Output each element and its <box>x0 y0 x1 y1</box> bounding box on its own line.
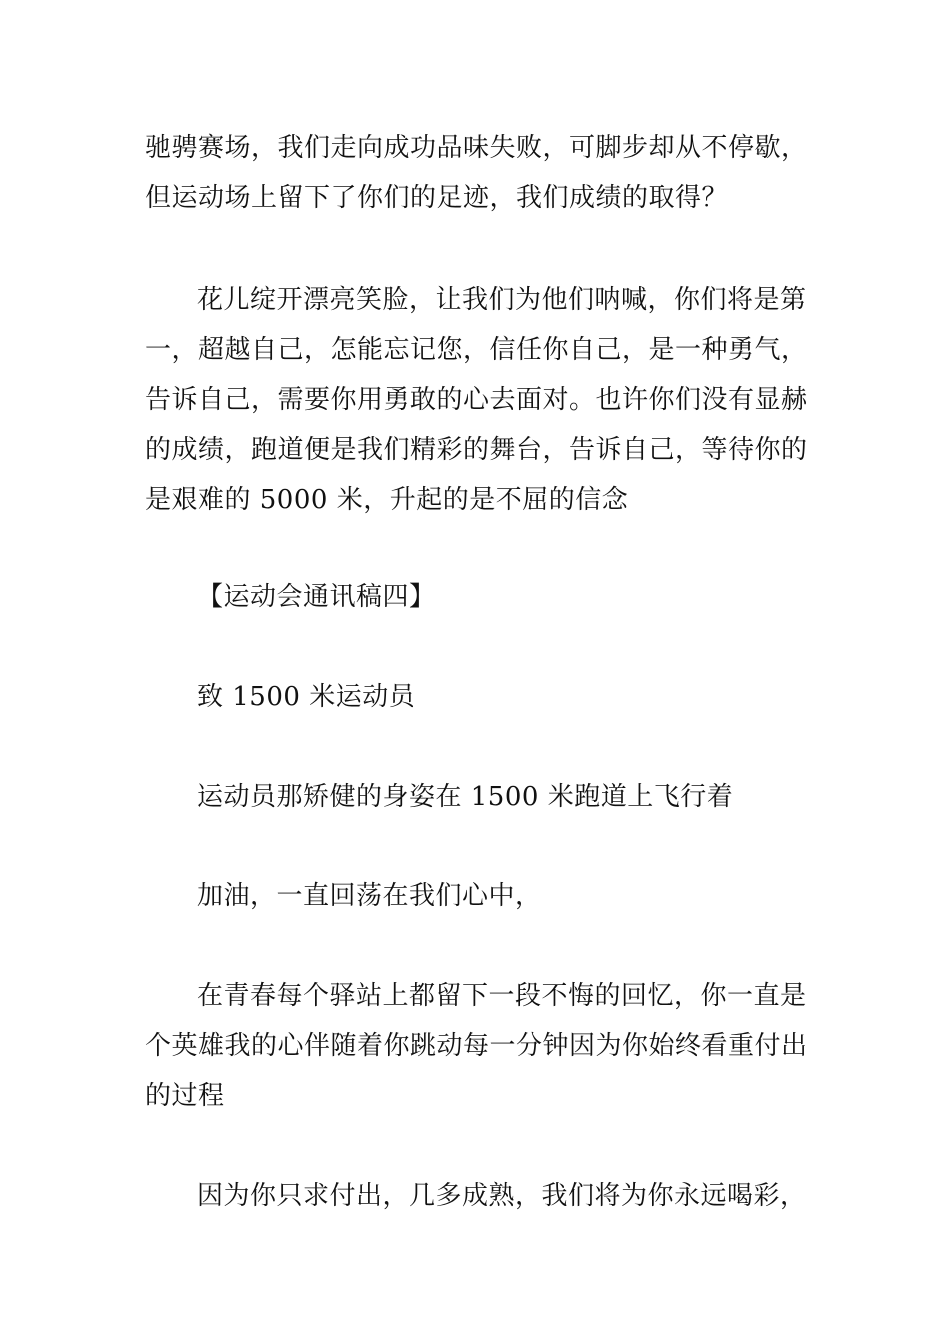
paragraph-5-line-1: 运动员那矫健的身姿在 1500 米跑道上飞行着 <box>197 782 734 812</box>
paragraph-6-line-1: 加油，一直回荡在我们心中， <box>197 881 542 911</box>
paragraph-1-line-1: 驰骋赛场，我们走向成功品味失败，可脚步却从不停歇， <box>145 133 808 163</box>
paragraph-1-line-2: 但运动场上留下了你们的足迹，我们成绩的取得？ <box>145 183 729 213</box>
paragraph-2-line-3: 告诉自己，需要你用勇敢的心去面对。也许你们没有显赫 <box>145 385 808 415</box>
paragraph-8-line-1: 因为你只求付出，几多成熟，我们将为你永远喝彩， <box>197 1181 807 1211</box>
paragraph-2-line-1: 花儿绽开漂亮笑脸，让我们为他们呐喊，你们将是第 <box>197 285 807 315</box>
paragraph-1 <box>145 123 815 223</box>
paragraph-7 <box>145 971 815 1121</box>
paragraph-7-line-3: 的过程 <box>145 1081 225 1111</box>
dedication <box>145 672 815 722</box>
paragraph-2-line-2: 一，超越自己，怎能忘记您，信任你自己，是一种勇气， <box>145 335 808 365</box>
paragraph-2-line-4: 的成绩，跑道便是我们精彩的舞台，告诉自己，等待你的 <box>145 435 808 465</box>
paragraph-7-line-2: 个英雄我的心伴随着你跳动每一分钟因为你始终看重付出 <box>145 1031 808 1061</box>
paragraph-2 <box>145 275 815 525</box>
section-heading-text: 【运动会通讯稿四】 <box>197 582 436 612</box>
section-heading <box>145 572 815 622</box>
paragraph-6 <box>145 871 815 921</box>
paragraph-8 <box>145 1171 815 1221</box>
paragraph-5 <box>145 772 815 822</box>
paragraph-2-line-5: 是艰难的 5000 米，升起的是不屈的信念 <box>145 485 629 515</box>
paragraph-7-line-1: 在青春每个驿站上都留下一段不悔的回忆，你一直是 <box>197 981 807 1011</box>
dedication-text: 致 1500 米运动员 <box>197 682 416 712</box>
